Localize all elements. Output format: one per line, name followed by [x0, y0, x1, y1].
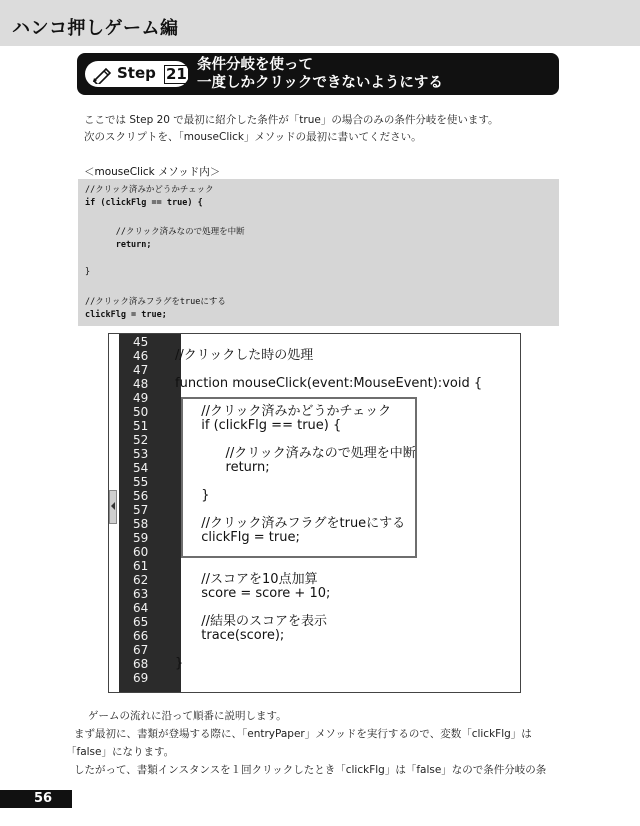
line-number: 47	[133, 363, 149, 377]
code-snippet	[78, 179, 559, 326]
code-editor-screenshot	[108, 333, 521, 693]
line-number: 66	[133, 629, 149, 643]
code-line: }	[193, 488, 210, 503]
body-line: ゲームの流れに沿って順番に説明します。	[88, 710, 287, 722]
line-number: 67	[133, 643, 149, 657]
line-number: 69	[133, 671, 149, 685]
line-number: 64	[133, 601, 149, 615]
code-line: clickFlg = true;	[85, 310, 167, 320]
line-number: 62	[133, 573, 149, 587]
intro-text	[84, 112, 499, 146]
line-number: 46	[133, 349, 149, 363]
chapter-title: ハンコ押しゲーム編	[12, 18, 179, 39]
step-number: 21	[166, 65, 187, 83]
line-number: 60	[133, 545, 149, 559]
line-number: 65	[133, 615, 149, 629]
code-line: if (clickFlg == true) {	[85, 198, 203, 208]
page-number: 56	[34, 791, 53, 806]
line-number: 54	[133, 461, 149, 475]
line-number: 58	[133, 517, 149, 531]
code-line: return;	[209, 460, 270, 475]
code-line: //結果のスコアを表示	[193, 614, 328, 629]
step-title	[197, 56, 443, 92]
code-line: //クリック済みなので処理を中断	[209, 446, 416, 461]
code-line: trace(score);	[193, 628, 285, 643]
line-number: 48	[133, 377, 149, 391]
code-line: return;	[85, 240, 152, 250]
code-line: if (clickFlg == true) {	[193, 418, 342, 433]
code-line: //クリック済みフラグをtrueにする	[85, 297, 226, 307]
code-line: //クリック済みかどうかチェック	[85, 185, 214, 195]
pencil-icon	[91, 64, 113, 84]
line-number: 55	[133, 475, 149, 489]
line-number: 49	[133, 391, 149, 405]
collapse-arrow-icon	[111, 502, 115, 510]
line-number: 50	[133, 405, 149, 419]
line-number: 61	[133, 559, 149, 573]
line-number: 51	[133, 419, 149, 433]
body-line: 「false」になります。	[66, 746, 175, 758]
code-line: score = score + 10;	[193, 586, 331, 601]
code-line: clickFlg = true;	[193, 530, 300, 545]
step-label: Step	[117, 64, 156, 82]
code-line: }	[85, 267, 91, 277]
step-badge	[85, 61, 189, 87]
fold-handle[interactable]	[109, 490, 117, 524]
code-line: //クリック済みかどうかチェック	[193, 404, 392, 419]
line-number: 52	[133, 433, 149, 447]
highlight-frame	[181, 397, 417, 558]
step-banner	[77, 53, 559, 95]
body-line: したがって、書類インスタンスを１回クリックしたとき「clickFlg」は「false」なので条件分岐の条	[74, 764, 547, 776]
line-number: 59	[133, 531, 149, 545]
body-text	[66, 707, 564, 779]
code-line: }	[175, 656, 184, 671]
line-number: 56	[133, 489, 149, 503]
code-line: //クリック済みフラグをtrueにする	[193, 516, 406, 531]
method-heading: ＜mouseClick メソッド内＞	[84, 166, 221, 178]
line-number-gutter	[119, 334, 184, 692]
page-number-band	[0, 790, 72, 808]
code-line: //クリック済みなので処理を中断	[85, 227, 245, 237]
code-line: //スコアを10点加算	[193, 572, 318, 587]
line-number: 53	[133, 447, 149, 461]
step-title-line2: 一度しかクリックできないようにする	[197, 75, 443, 91]
line-number: 63	[133, 587, 149, 601]
header-band	[0, 0, 640, 46]
body-line: まず最初に、書類が登場する際に、「entryPaper」メソッドを実行するので、変数「clickFlg」は	[74, 728, 532, 740]
line-number: 68	[133, 657, 149, 671]
intro-line: 次のスクリプトを、「mouseClick」メソッドの最初に書いてください。	[84, 131, 422, 143]
code-line: //クリックした時の処理	[175, 348, 314, 363]
code-line: function mouseClick(event:MouseEvent):void {	[175, 376, 483, 391]
step-title-line1: 条件分岐を使って	[197, 57, 313, 73]
line-number: 57	[133, 503, 149, 517]
line-number: 45	[133, 335, 149, 349]
intro-line: ここでは Step 20 で最初に紹介した条件が「true」の場合のみの条件分岐を使います。	[84, 114, 499, 126]
